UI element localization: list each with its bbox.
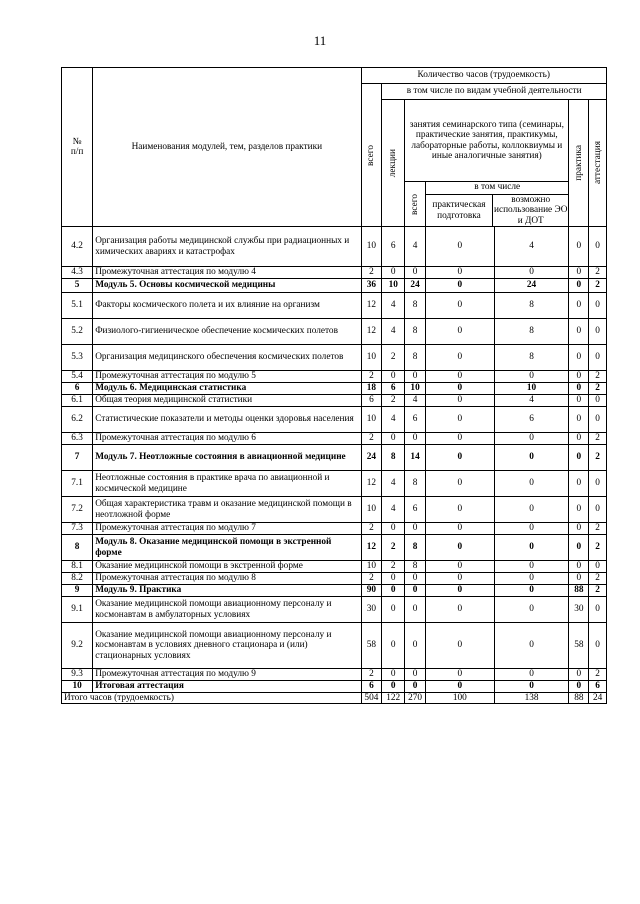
row-practice: 0 xyxy=(569,561,589,573)
table-row xyxy=(62,497,607,523)
row-seminar-total: 8 xyxy=(405,561,426,573)
row-lectures: 2 xyxy=(382,535,405,561)
row-attestation: 2 xyxy=(589,279,607,293)
row-eo-dot: 0 xyxy=(494,585,569,597)
footer-seminar-total: 270 xyxy=(405,693,426,704)
row-seminar-total: 10 xyxy=(405,383,426,395)
row-practical-training: 0 xyxy=(425,573,494,585)
row-name: Оказание медицинской помощи в экстренной форме xyxy=(93,561,361,573)
row-practice: 0 xyxy=(569,523,589,535)
row-practice: 58 xyxy=(569,623,589,669)
row-practical-training: 0 xyxy=(425,279,494,293)
row-total: 2 xyxy=(361,573,382,585)
row-lectures: 0 xyxy=(382,585,405,597)
row-lectures: 0 xyxy=(382,573,405,585)
row-name: Промежуточная аттестация по модулю 5 xyxy=(93,371,361,383)
header-num: № п/п xyxy=(62,68,93,227)
row-practical-training: 0 xyxy=(425,497,494,523)
row-total: 12 xyxy=(361,293,382,319)
row-lectures: 6 xyxy=(382,383,405,395)
row-total: 58 xyxy=(361,623,382,669)
row-practice: 0 xyxy=(569,279,589,293)
row-number: 5.4 xyxy=(62,371,93,383)
header-practice: практика xyxy=(569,100,589,227)
row-number: 6 xyxy=(62,383,93,395)
row-eo-dot: 0 xyxy=(494,433,569,445)
row-seminar-total: 0 xyxy=(405,623,426,669)
row-attestation: 2 xyxy=(589,267,607,279)
table-row xyxy=(62,535,607,561)
row-practice: 0 xyxy=(569,227,589,267)
row-seminar-total: 0 xyxy=(405,523,426,535)
row-name: Промежуточная аттестация по модулю 8 xyxy=(93,573,361,585)
row-practical-training: 0 xyxy=(425,371,494,383)
row-seminar-total: 0 xyxy=(405,267,426,279)
row-seminar-total: 8 xyxy=(405,535,426,561)
row-lectures: 4 xyxy=(382,293,405,319)
row-practice: 0 xyxy=(569,681,589,693)
row-number: 9.1 xyxy=(62,597,93,623)
row-seminar-total: 24 xyxy=(405,279,426,293)
row-seminar-total: 0 xyxy=(405,597,426,623)
row-name: Промежуточная аттестация по модулю 7 xyxy=(93,523,361,535)
row-total: 10 xyxy=(361,561,382,573)
row-seminar-total: 0 xyxy=(405,681,426,693)
header-by-type-title: в том числе по видам учебной деятельности xyxy=(382,84,607,100)
row-attestation: 0 xyxy=(589,471,607,497)
row-practical-training: 0 xyxy=(425,407,494,433)
row-attestation: 0 xyxy=(589,345,607,371)
row-total: 18 xyxy=(361,383,382,395)
row-practice: 88 xyxy=(569,585,589,597)
row-practice: 0 xyxy=(569,267,589,279)
row-practical-training: 0 xyxy=(425,433,494,445)
row-total: 10 xyxy=(361,407,382,433)
header-hours-total-title: Количество часов (трудоемкость) xyxy=(361,68,607,84)
row-number: 5 xyxy=(62,279,93,293)
row-attestation: 2 xyxy=(589,535,607,561)
row-total: 12 xyxy=(361,535,382,561)
row-name: Промежуточная аттестация по модулю 6 xyxy=(93,433,361,445)
table-row xyxy=(62,445,607,471)
row-total: 10 xyxy=(361,227,382,267)
row-practical-training: 0 xyxy=(425,597,494,623)
row-practice: 0 xyxy=(569,407,589,433)
row-attestation: 2 xyxy=(589,669,607,681)
row-lectures: 0 xyxy=(382,267,405,279)
row-seminar-total: 8 xyxy=(405,319,426,345)
row-attestation: 0 xyxy=(589,623,607,669)
table-row xyxy=(62,669,607,681)
row-practical-training: 0 xyxy=(425,383,494,395)
row-practice: 0 xyxy=(569,497,589,523)
row-number: 7.2 xyxy=(62,497,93,523)
row-name: Факторы космического полета и их влияние на организм xyxy=(93,293,361,319)
row-practical-training: 0 xyxy=(425,585,494,597)
row-eo-dot: 4 xyxy=(494,395,569,407)
row-name: Неотложные состояния в практике врача по авиационной и космической медицине xyxy=(93,471,361,497)
row-seminar-total: 0 xyxy=(405,573,426,585)
row-practical-training: 0 xyxy=(425,623,494,669)
row-name: Итоговая аттестация xyxy=(93,681,361,693)
row-lectures: 2 xyxy=(382,561,405,573)
row-number: 7.1 xyxy=(62,471,93,497)
row-name: Модуль 7. Неотложные состояния в авиационной медицине xyxy=(93,445,361,471)
table-row xyxy=(62,561,607,573)
row-total: 2 xyxy=(361,433,382,445)
row-lectures: 0 xyxy=(382,371,405,383)
row-total: 10 xyxy=(361,345,382,371)
row-total: 30 xyxy=(361,597,382,623)
row-lectures: 4 xyxy=(382,319,405,345)
curriculum-table xyxy=(61,67,607,704)
table-row xyxy=(62,585,607,597)
row-name: Организация медицинского обеспечения космических полетов xyxy=(93,345,361,371)
row-name: Статистические показатели и методы оценки здоровья населения xyxy=(93,407,361,433)
row-eo-dot: 0 xyxy=(494,597,569,623)
row-number: 5.2 xyxy=(62,319,93,345)
row-attestation: 0 xyxy=(589,597,607,623)
row-total: 2 xyxy=(361,371,382,383)
table-row xyxy=(62,523,607,535)
footer-attestation: 24 xyxy=(589,693,607,704)
row-number: 6.2 xyxy=(62,407,93,433)
row-number: 5.1 xyxy=(62,293,93,319)
table-row xyxy=(62,433,607,445)
table-row xyxy=(62,597,607,623)
row-total: 2 xyxy=(361,669,382,681)
row-eo-dot: 24 xyxy=(494,279,569,293)
row-practical-training: 0 xyxy=(425,523,494,535)
row-name: Модуль 6. Медицинская статистика xyxy=(93,383,361,395)
row-seminar-total: 4 xyxy=(405,227,426,267)
row-eo-dot: 4 xyxy=(494,227,569,267)
row-eo-dot: 0 xyxy=(494,471,569,497)
row-seminar-total: 6 xyxy=(405,497,426,523)
row-name: Общая теория медицинской статистики xyxy=(93,395,361,407)
table-row xyxy=(62,383,607,395)
footer-practice: 88 xyxy=(569,693,589,704)
row-number: 7 xyxy=(62,445,93,471)
row-attestation: 2 xyxy=(589,433,607,445)
row-total: 2 xyxy=(361,523,382,535)
header-including-block xyxy=(425,182,569,227)
row-practice: 0 xyxy=(569,573,589,585)
row-eo-dot: 8 xyxy=(494,293,569,319)
header-lectures: лекции xyxy=(382,100,405,227)
row-name: Промежуточная аттестация по модулю 9 xyxy=(93,669,361,681)
row-lectures: 2 xyxy=(382,395,405,407)
row-practical-training: 0 xyxy=(425,293,494,319)
row-seminar-total: 0 xyxy=(405,371,426,383)
row-lectures: 4 xyxy=(382,407,405,433)
row-lectures: 10 xyxy=(382,279,405,293)
row-lectures: 0 xyxy=(382,433,405,445)
table-row xyxy=(62,371,607,383)
row-practical-training: 0 xyxy=(425,445,494,471)
row-attestation: 0 xyxy=(589,293,607,319)
header-name: Наименования модулей, тем, разделов практики xyxy=(93,68,361,227)
row-eo-dot: 8 xyxy=(494,345,569,371)
row-attestation: 2 xyxy=(589,585,607,597)
footer-practical-training: 100 xyxy=(425,693,494,704)
table-row xyxy=(62,407,607,433)
row-practice: 0 xyxy=(569,669,589,681)
row-eo-dot: 0 xyxy=(494,523,569,535)
row-eo-dot: 0 xyxy=(494,497,569,523)
header-total: всего xyxy=(361,84,382,227)
row-practice: 0 xyxy=(569,345,589,371)
row-eo-dot: 8 xyxy=(494,319,569,345)
row-name: Промежуточная аттестация по модулю 4 xyxy=(93,267,361,279)
row-lectures: 0 xyxy=(382,623,405,669)
row-eo-dot: 0 xyxy=(494,681,569,693)
row-attestation: 0 xyxy=(589,227,607,267)
page-number: 11 xyxy=(313,33,327,48)
header-including: в том числе xyxy=(426,182,569,195)
row-practical-training: 0 xyxy=(425,561,494,573)
row-eo-dot: 0 xyxy=(494,267,569,279)
row-number: 8.2 xyxy=(62,573,93,585)
row-attestation: 2 xyxy=(589,383,607,395)
row-total: 6 xyxy=(361,395,382,407)
table-row xyxy=(62,395,607,407)
row-name: Оказание медицинской помощи авиационному персоналу и космонавтам в амбулаторных условиях xyxy=(93,597,361,623)
row-practice: 0 xyxy=(569,293,589,319)
row-lectures: 0 xyxy=(382,523,405,535)
row-seminar-total: 0 xyxy=(405,433,426,445)
row-seminar-total: 8 xyxy=(405,293,426,319)
row-eo-dot: 0 xyxy=(494,371,569,383)
row-practice: 0 xyxy=(569,319,589,345)
header-seminar-total: всего xyxy=(405,182,426,227)
row-total: 2 xyxy=(361,267,382,279)
row-practice: 0 xyxy=(569,535,589,561)
row-practical-training: 0 xyxy=(425,227,494,267)
row-practice: 30 xyxy=(569,597,589,623)
row-number: 9.3 xyxy=(62,669,93,681)
row-seminar-total: 8 xyxy=(405,471,426,497)
row-lectures: 0 xyxy=(382,681,405,693)
row-practice: 0 xyxy=(569,371,589,383)
row-practice: 0 xyxy=(569,395,589,407)
row-practical-training: 0 xyxy=(425,535,494,561)
row-lectures: 6 xyxy=(382,227,405,267)
footer-eo-dot: 138 xyxy=(494,693,569,704)
row-eo-dot: 0 xyxy=(494,445,569,471)
row-number: 8 xyxy=(62,535,93,561)
row-name: Общая характеристика травм и оказание медицинской помощи в неотложной форме xyxy=(93,497,361,523)
row-seminar-total: 14 xyxy=(405,445,426,471)
row-number: 8.1 xyxy=(62,561,93,573)
row-lectures: 2 xyxy=(382,345,405,371)
table-row xyxy=(62,573,607,585)
row-practice: 0 xyxy=(569,383,589,395)
row-total: 6 xyxy=(361,681,382,693)
row-eo-dot: 0 xyxy=(494,623,569,669)
row-number: 9.2 xyxy=(62,623,93,669)
table-row xyxy=(62,345,607,371)
row-number: 4.2 xyxy=(62,227,93,267)
row-seminar-total: 8 xyxy=(405,345,426,371)
row-attestation: 2 xyxy=(589,445,607,471)
table-row xyxy=(62,227,607,267)
row-seminar-total: 4 xyxy=(405,395,426,407)
row-lectures: 4 xyxy=(382,471,405,497)
row-name: Модуль 9. Практика xyxy=(93,585,361,597)
row-attestation: 6 xyxy=(589,681,607,693)
row-attestation: 0 xyxy=(589,395,607,407)
row-total: 90 xyxy=(361,585,382,597)
row-practical-training: 0 xyxy=(425,345,494,371)
row-number: 10 xyxy=(62,681,93,693)
footer-label: Итого часов (трудоемкость) xyxy=(62,693,362,704)
row-practical-training: 0 xyxy=(425,681,494,693)
footer-total: 504 xyxy=(361,693,382,704)
row-total: 10 xyxy=(361,497,382,523)
row-seminar-total: 0 xyxy=(405,669,426,681)
header-eo-dot: возможно использование ЭО и ДОТ xyxy=(493,195,568,226)
row-number: 6.1 xyxy=(62,395,93,407)
row-eo-dot: 0 xyxy=(494,561,569,573)
row-name: Организация работы медицинской службы при радиационных и химических авариях и катастрофах xyxy=(93,227,361,267)
row-eo-dot: 0 xyxy=(494,573,569,585)
row-name: Физиолого-гигиеническое обеспечение космических полетов xyxy=(93,319,361,345)
table-body xyxy=(62,227,607,693)
row-name: Модуль 5. Основы космической медицины xyxy=(93,279,361,293)
row-total: 24 xyxy=(361,445,382,471)
row-practice: 0 xyxy=(569,445,589,471)
row-seminar-total: 0 xyxy=(405,585,426,597)
table-row xyxy=(62,293,607,319)
table-row xyxy=(62,681,607,693)
row-attestation: 0 xyxy=(589,407,607,433)
row-lectures: 0 xyxy=(382,669,405,681)
row-number: 7.3 xyxy=(62,523,93,535)
table-row-total xyxy=(62,693,607,704)
table-header xyxy=(62,68,607,227)
row-eo-dot: 0 xyxy=(494,669,569,681)
row-lectures: 0 xyxy=(382,597,405,623)
row-seminar-total: 6 xyxy=(405,407,426,433)
footer-lectures: 122 xyxy=(382,693,405,704)
row-practical-training: 0 xyxy=(425,395,494,407)
row-number: 9 xyxy=(62,585,93,597)
row-total: 36 xyxy=(361,279,382,293)
row-practice: 0 xyxy=(569,471,589,497)
row-attestation: 2 xyxy=(589,371,607,383)
row-attestation: 0 xyxy=(589,319,607,345)
row-attestation: 0 xyxy=(589,497,607,523)
row-eo-dot: 10 xyxy=(494,383,569,395)
row-attestation: 2 xyxy=(589,573,607,585)
row-eo-dot: 0 xyxy=(494,535,569,561)
row-number: 5.3 xyxy=(62,345,93,371)
row-practical-training: 0 xyxy=(425,471,494,497)
table-row xyxy=(62,623,607,669)
row-number: 6.3 xyxy=(62,433,93,445)
row-practical-training: 0 xyxy=(425,267,494,279)
row-number: 4.3 xyxy=(62,267,93,279)
row-lectures: 8 xyxy=(382,445,405,471)
header-attestation: аттестация xyxy=(589,100,607,227)
table-row xyxy=(62,319,607,345)
row-eo-dot: 6 xyxy=(494,407,569,433)
row-lectures: 4 xyxy=(382,497,405,523)
row-practical-training: 0 xyxy=(425,319,494,345)
row-attestation: 2 xyxy=(589,523,607,535)
row-attestation: 0 xyxy=(589,561,607,573)
table-row xyxy=(62,267,607,279)
row-name: Модуль 8. Оказание медицинской помощи в экстренной форме xyxy=(93,535,361,561)
table-row xyxy=(62,471,607,497)
table-row xyxy=(62,279,607,293)
header-practical-training: практическая подготовка xyxy=(426,195,493,226)
row-name: Оказание медицинской помощи авиационному персоналу и космонавтам в условиях дневного стационара и (или) стационарных условиях xyxy=(93,623,361,669)
header-seminar-title: занятия семинарского типа (семинары, практические занятия, практикумы, лабораторные работы, коллоквиумы и иные аналогичные занятия) xyxy=(405,100,569,182)
row-total: 12 xyxy=(361,471,382,497)
row-practice: 0 xyxy=(569,433,589,445)
row-practical-training: 0 xyxy=(425,669,494,681)
row-total: 12 xyxy=(361,319,382,345)
